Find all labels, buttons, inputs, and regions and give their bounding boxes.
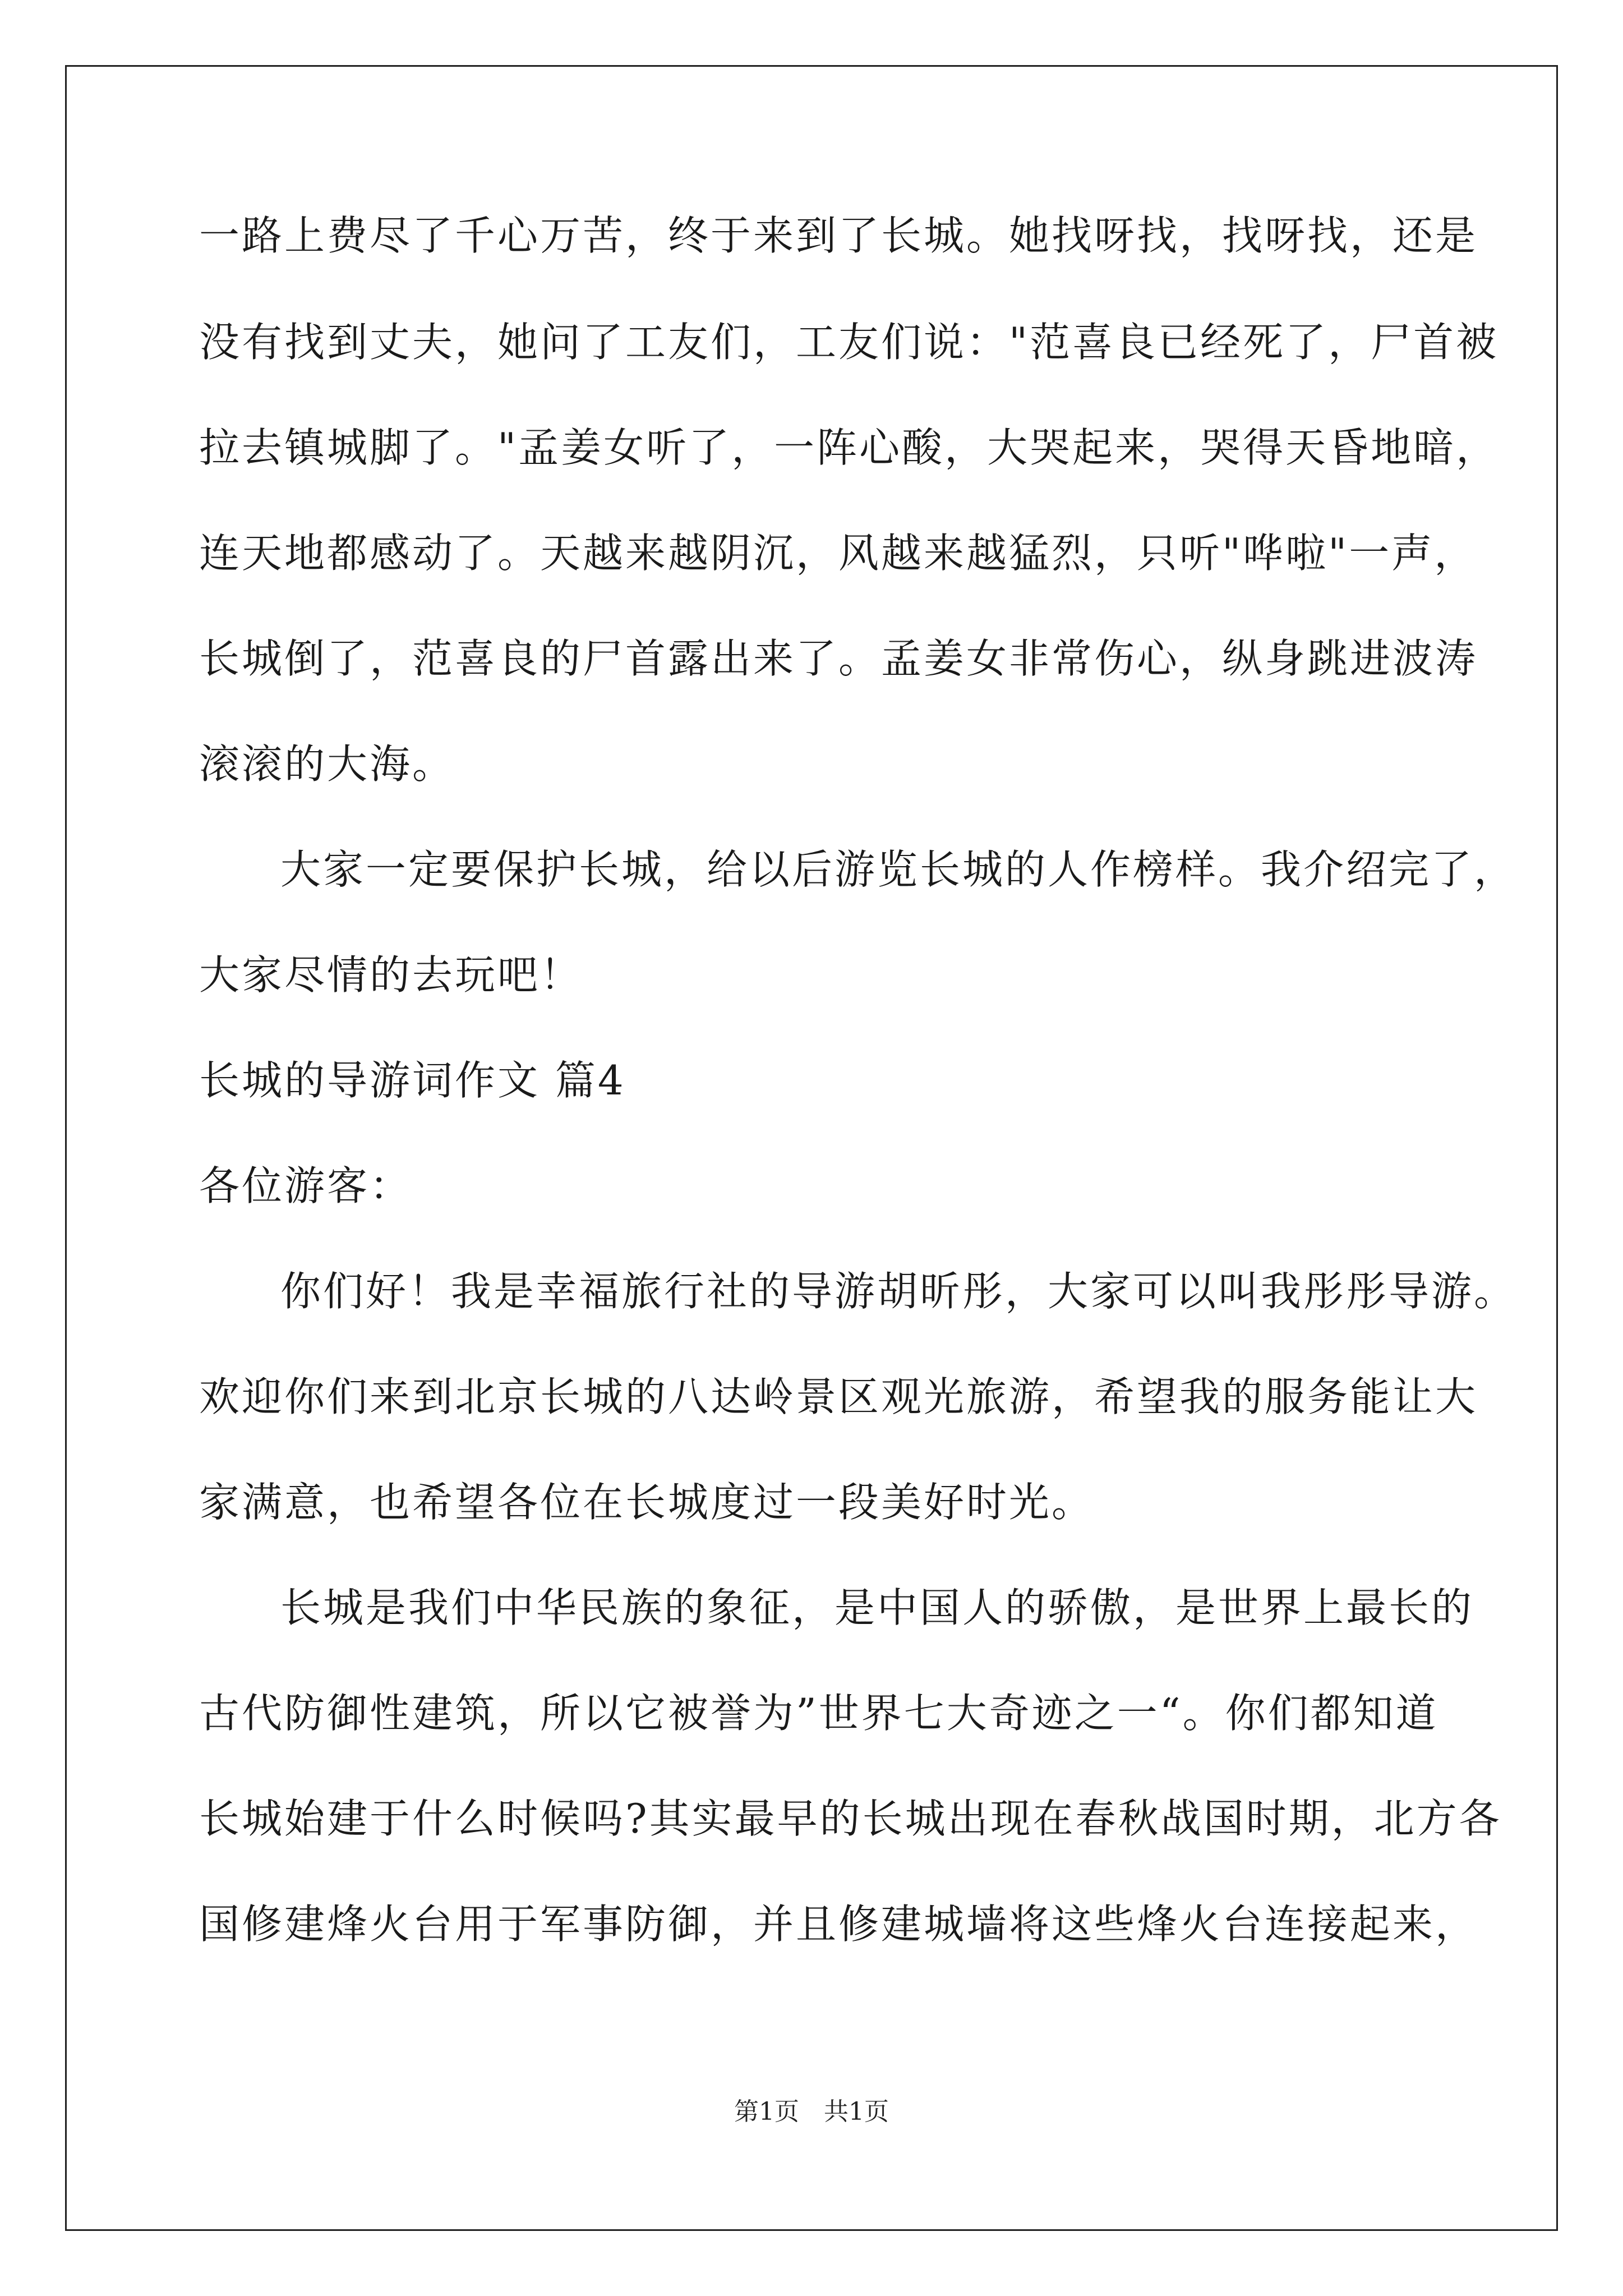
paragraph-first-line: 大家一定要保护长城，给以后游览长城的人作榜样。我介绍完了， xyxy=(280,846,1517,893)
text-line: 没有找到丈夫，她问了工友们，工友们说："范喜良已经死了，尸首被 xyxy=(199,319,1499,366)
text-line: 连天地都感动了。天越来越阴沉，风越来越猛烈，只听"哗啦"一声， xyxy=(199,530,1477,577)
text-line: 一路上费尽了千心万苦，终于来到了长城。她找呀找，找呀找，还是 xyxy=(199,212,1478,259)
paragraph-first-line: 你们好！我是幸福旅行社的导游胡昕彤，大家可以叫我彤彤导游。 xyxy=(280,1268,1517,1315)
text-line: 家满意，也希望各位在长城度过一段美好时光。 xyxy=(199,1479,1095,1526)
text-line: 欢迎你们来到北京长城的八达岭景区观光旅游，希望我的服务能让大 xyxy=(199,1373,1478,1420)
text-line: 长城始建于什么时候吗?其实最早的长城出现在春秋战国时期，北方各 xyxy=(199,1795,1502,1842)
text-line: 大家尽情的去玩吧！ xyxy=(199,951,583,999)
section-heading: 长城的导游词作文 篇4 xyxy=(199,1057,626,1104)
text-line: 滚滚的大海。 xyxy=(199,740,455,788)
page-number-footer: 第1页 共1页 xyxy=(734,2097,889,2126)
text-line: 古代防御性建筑，所以它被誉为”世界七大奇迹之一“。你们都知道 xyxy=(199,1690,1438,1737)
paragraph-first-line: 长城是我们中华民族的象征，是中国人的骄傲，是世界上最长的 xyxy=(280,1584,1474,1631)
text-line: 长城倒了，范喜良的尸首露出来了。孟姜女非常伤心，纵身跳进波涛 xyxy=(199,635,1478,682)
text-line: 拉去镇城脚了。"孟姜女听了，一阵心酸，大哭起来，哭得天昏地暗， xyxy=(199,424,1499,471)
text-line: 国修建烽火台用于军事防御，并且修建城墙将这些烽火台连接起来， xyxy=(199,1901,1478,1948)
salutation: 各位游客： xyxy=(199,1162,413,1209)
